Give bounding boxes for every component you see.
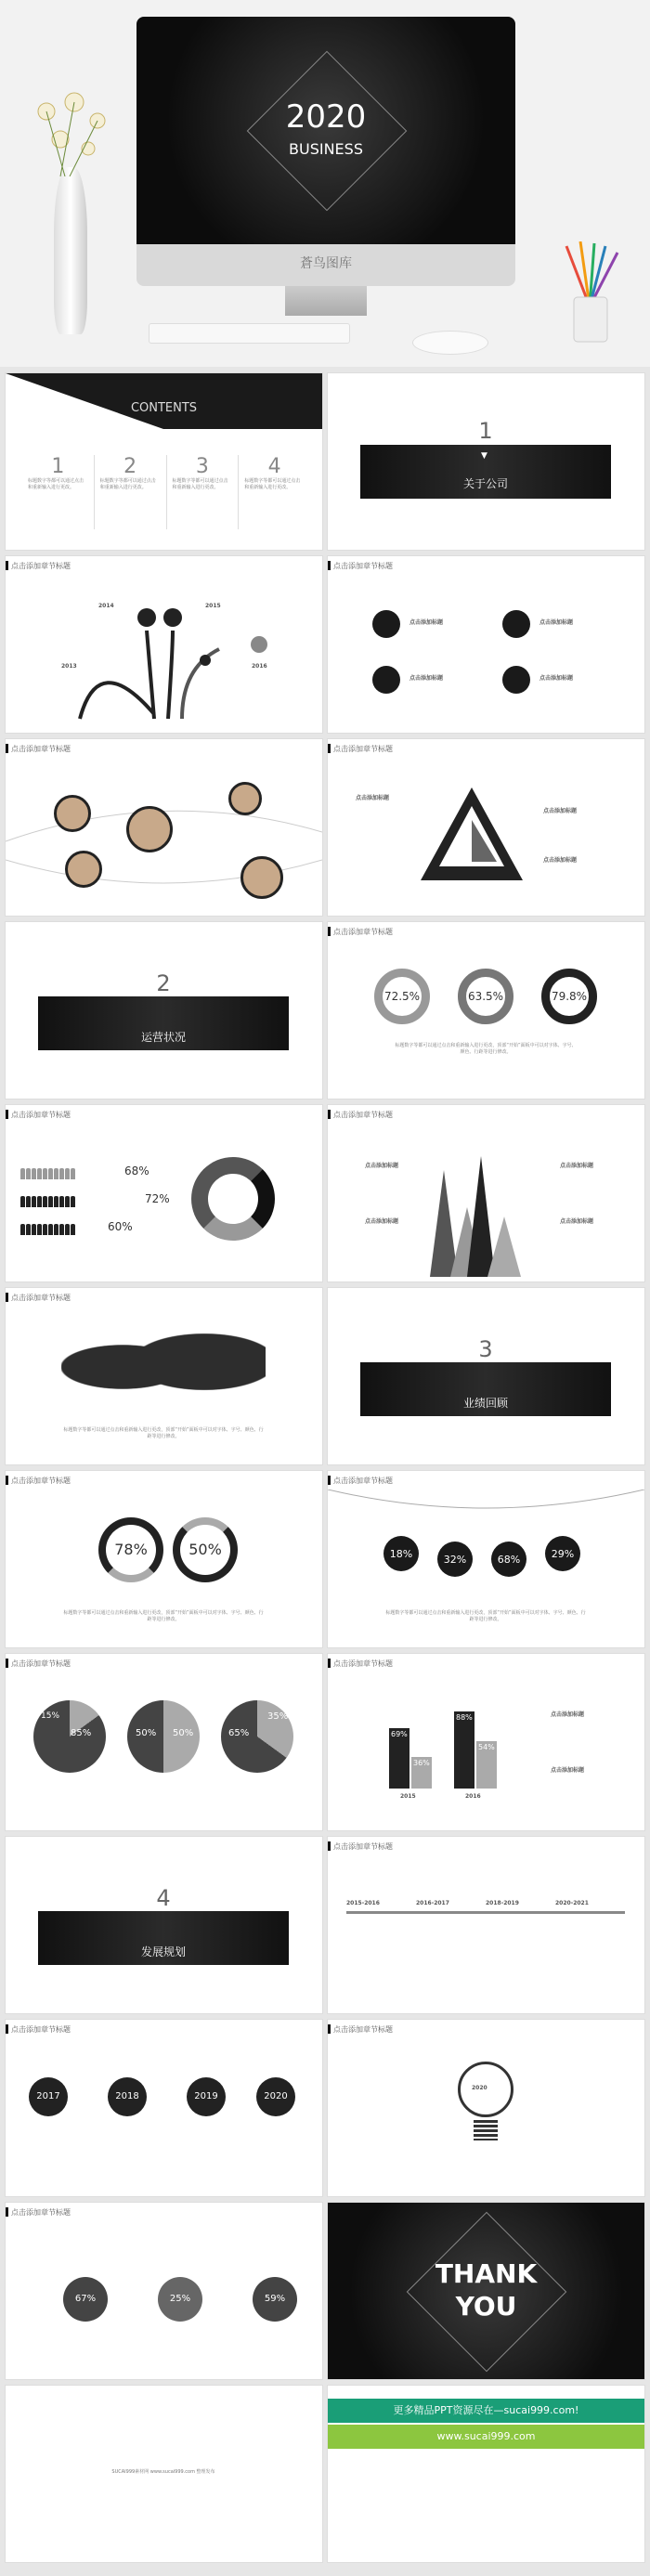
hero-year: 2020 bbox=[285, 98, 367, 136]
slide-rings bbox=[6, 1471, 322, 1647]
item-title: 点击添加标题 bbox=[356, 795, 390, 801]
contents-item[interactable]: 4 标题数字等都可以通过点击和重新输入进行更改。 bbox=[244, 455, 301, 490]
slide-triangle bbox=[328, 739, 644, 916]
slide-header: 点击添加章节标题 bbox=[11, 2025, 71, 2034]
slide-header: 点击添加章节标题 bbox=[333, 1659, 393, 1668]
avatar[interactable] bbox=[228, 782, 262, 815]
slide-bars bbox=[328, 1654, 644, 1830]
hero-section bbox=[0, 0, 650, 367]
vase-icon bbox=[54, 167, 87, 334]
description: 标题数字等都可以通过点击和重新输入进行更改，顶部“开始”面板中可以对字体、字号、颜色、行距等进行修改。 bbox=[63, 1427, 264, 1439]
slide-contents bbox=[6, 373, 322, 550]
year-label: 2014 bbox=[98, 603, 114, 609]
year-label: 2019 bbox=[194, 2091, 218, 2101]
pie-value: 85% bbox=[71, 1728, 92, 1738]
bar-2016-a bbox=[454, 1711, 474, 1789]
slide-section-1 bbox=[328, 373, 644, 550]
slide-header: 点击添加章节标题 bbox=[11, 1111, 71, 1119]
slide-section-2 bbox=[6, 922, 322, 1099]
slide-icons bbox=[328, 556, 644, 733]
people-pct: 60% bbox=[108, 1220, 133, 1233]
drop-value: 68% bbox=[497, 1554, 521, 1566]
item-title: 点击添加标题 bbox=[410, 675, 444, 682]
item-title: 点击添加标题 bbox=[365, 1163, 399, 1169]
pie-value: 35% bbox=[267, 1711, 289, 1722]
slide-header: 点击添加章节标题 bbox=[333, 928, 393, 936]
slide-team bbox=[6, 739, 322, 916]
thanks-line: THANK bbox=[435, 2258, 538, 2289]
slide-header: 点击添加章节标题 bbox=[333, 745, 393, 753]
peak-chart bbox=[430, 1151, 541, 1277]
pencil-cup-icon bbox=[548, 241, 631, 344]
item-title: 点击添加标题 bbox=[560, 1163, 594, 1169]
slide-drops bbox=[328, 1471, 644, 1647]
drop-value: 25% bbox=[169, 2294, 191, 2304]
slide-tree bbox=[6, 556, 322, 733]
credit-text: SUCAI999素材网 www.sucai999.com 整理发布 bbox=[111, 2469, 215, 2475]
drop-value: 67% bbox=[74, 2294, 97, 2304]
people-row bbox=[20, 1193, 76, 1211]
drop-value: 29% bbox=[551, 1548, 575, 1560]
contents-item[interactable]: 2 标题数字等都可以通过点击和重新输入进行更改。 bbox=[95, 455, 167, 529]
item-title: 点击添加标题 bbox=[540, 675, 574, 682]
avatar[interactable] bbox=[126, 806, 173, 852]
pie-value: 50% bbox=[173, 1728, 194, 1738]
slide-year-circles bbox=[6, 2020, 322, 2196]
timeline-label: 2015-2016 bbox=[346, 1900, 380, 1906]
section-number: 2 bbox=[156, 970, 171, 996]
donut-value: 63.5% bbox=[467, 990, 504, 1003]
mouse bbox=[412, 331, 488, 355]
people-row bbox=[20, 1165, 76, 1183]
slide-thanks bbox=[328, 2203, 644, 2379]
bar-year: 2015 bbox=[400, 1793, 416, 1800]
item-title: 点击添加标题 bbox=[543, 808, 578, 814]
people-pct: 72% bbox=[145, 1192, 170, 1205]
section-number: 3 bbox=[478, 1336, 493, 1362]
flower-icon bbox=[19, 84, 121, 176]
section-number: 4 bbox=[156, 1885, 171, 1911]
description: 标题数字等都可以通过点击和重新输入进行更改，顶部“开始”面板中可以对字体、字号、颜色、行距等进行修改。 bbox=[395, 1043, 577, 1055]
year-label: 2013 bbox=[61, 663, 77, 670]
timeline-line bbox=[346, 1911, 625, 1914]
slide-header: 点击添加章节标题 bbox=[11, 2208, 71, 2217]
bar-value: 69% bbox=[391, 1730, 408, 1738]
slide-header: 点击添加章节标题 bbox=[333, 1111, 393, 1119]
monitor-stand bbox=[285, 286, 367, 316]
ring-value: 78% bbox=[114, 1541, 148, 1558]
bulb-base bbox=[474, 2120, 498, 2140]
slide-section-3 bbox=[328, 1288, 644, 1464]
people-row bbox=[20, 1221, 76, 1239]
rope-line bbox=[328, 1490, 644, 1527]
contents-item[interactable]: 1 标题数字等都可以通过点击和重新输入进行更改。 bbox=[22, 455, 95, 529]
timeline-label: 2016-2017 bbox=[416, 1900, 449, 1906]
year-label: 2015 bbox=[205, 603, 221, 609]
contents-items bbox=[22, 455, 310, 529]
keyboard bbox=[149, 323, 350, 344]
item-title: 点击添加标题 bbox=[560, 1218, 594, 1225]
item-title: 点击添加标题 bbox=[540, 619, 574, 626]
slide-header: 点击添加章节标题 bbox=[11, 1294, 71, 1302]
slide-header: 点击添加章节标题 bbox=[11, 562, 71, 570]
avatar[interactable] bbox=[54, 795, 91, 832]
contents-item[interactable]: 3 标题数字等都可以通过点击和重新输入进行更改。 bbox=[167, 455, 240, 529]
section-title: 运营状况 bbox=[140, 1031, 186, 1044]
bar-value: 54% bbox=[478, 1743, 495, 1751]
food-icon[interactable] bbox=[502, 610, 530, 638]
section-title: 发展规划 bbox=[140, 1945, 186, 1958]
slide-header: 点击添加章节标题 bbox=[11, 1659, 71, 1668]
slide-header: 点击添加章节标题 bbox=[333, 2025, 393, 2034]
donut-chart bbox=[191, 1157, 275, 1241]
slide-donuts bbox=[328, 922, 644, 1099]
monitor-screen bbox=[136, 17, 515, 244]
drop-value: 59% bbox=[264, 2294, 286, 2304]
slide-header: 点击添加章节标题 bbox=[11, 1477, 71, 1485]
section-number: 1 bbox=[478, 418, 493, 444]
timeline-label: 2018-2019 bbox=[486, 1900, 519, 1906]
donut-value: 79.8% bbox=[551, 990, 588, 1003]
tree-diagram bbox=[43, 593, 284, 723]
item-title: 点击添加标题 bbox=[551, 1767, 585, 1774]
slide-pies bbox=[6, 1654, 322, 1830]
pie-value: 65% bbox=[228, 1728, 250, 1738]
description: 标题数字等都可以通过点击和重新输入进行更改，顶部“开始”面板中可以对字体、字号、颜色、行距等进行修改。 bbox=[63, 1610, 264, 1622]
section-title: 关于公司 bbox=[462, 477, 508, 490]
bar-value: 88% bbox=[456, 1713, 473, 1722]
year-label: 2016 bbox=[252, 663, 267, 670]
slide-people bbox=[6, 1105, 322, 1281]
slide-bulb bbox=[328, 2020, 644, 2196]
monitor-brand: 蒼鸟图库 bbox=[300, 256, 352, 271]
drop-value: 32% bbox=[443, 1554, 467, 1566]
banner-1[interactable]: 更多精品PPT资源尽在—sucai999.com! bbox=[328, 2399, 644, 2423]
slide-drops-3 bbox=[6, 2203, 322, 2379]
avatar[interactable] bbox=[65, 851, 102, 888]
pie-value: 15% bbox=[41, 1711, 60, 1721]
service-icon[interactable] bbox=[372, 666, 400, 694]
slide-peaks bbox=[328, 1105, 644, 1281]
slide-section-4 bbox=[6, 1837, 322, 2013]
avatar[interactable] bbox=[240, 856, 283, 899]
monitor-icon[interactable] bbox=[502, 666, 530, 694]
medical-icon[interactable] bbox=[372, 610, 400, 638]
banner-2[interactable]: www.sucai999.com bbox=[328, 2425, 644, 2449]
year-label: 2018 bbox=[115, 2091, 139, 2101]
slide-map bbox=[6, 1288, 322, 1464]
people-pct: 68% bbox=[124, 1164, 150, 1177]
world-map-icon bbox=[61, 1316, 266, 1418]
drop-value: 18% bbox=[389, 1548, 413, 1560]
bulb-year: 2020 bbox=[472, 2085, 488, 2091]
contents-title: CONTENTS bbox=[130, 401, 198, 415]
item-title: 点击添加标题 bbox=[365, 1218, 399, 1225]
slide-header: 点击添加章节标题 bbox=[333, 1842, 393, 1851]
thanks-line: YOU bbox=[455, 2291, 517, 2322]
section-arrow-icon: ▼ bbox=[481, 451, 488, 461]
section-title: 业绩回顾 bbox=[462, 1397, 508, 1410]
item-title: 点击添加标题 bbox=[543, 857, 578, 864]
ring-value: 50% bbox=[188, 1541, 222, 1558]
donut-value: 72.5% bbox=[384, 990, 421, 1003]
slide-ad bbox=[328, 2386, 644, 2562]
triangle-diagram bbox=[421, 787, 523, 880]
slide-header: 点击添加章节标题 bbox=[11, 745, 71, 753]
hero-subtitle: BUSINESS bbox=[289, 140, 363, 158]
slide-credit bbox=[6, 2386, 322, 2562]
monitor bbox=[136, 17, 515, 286]
item-title: 点击添加标题 bbox=[410, 619, 444, 626]
year-label: 2017 bbox=[36, 2091, 60, 2101]
slide-header: 点击添加章节标题 bbox=[333, 562, 393, 570]
year-label: 2020 bbox=[264, 2091, 288, 2101]
slide-header: 点击添加章节标题 bbox=[333, 1477, 393, 1485]
slide-timeline bbox=[328, 1837, 644, 2013]
bar-value: 36% bbox=[413, 1759, 430, 1767]
description: 标题数字等都可以通过点击和重新输入进行更改，顶部“开始”面板中可以对字体、字号、颜色、行距等进行修改。 bbox=[385, 1610, 586, 1622]
bar-year: 2016 bbox=[465, 1793, 481, 1800]
pie-value: 50% bbox=[136, 1728, 157, 1738]
item-title: 点击添加标题 bbox=[551, 1711, 585, 1718]
timeline-label: 2020-2021 bbox=[555, 1900, 589, 1906]
